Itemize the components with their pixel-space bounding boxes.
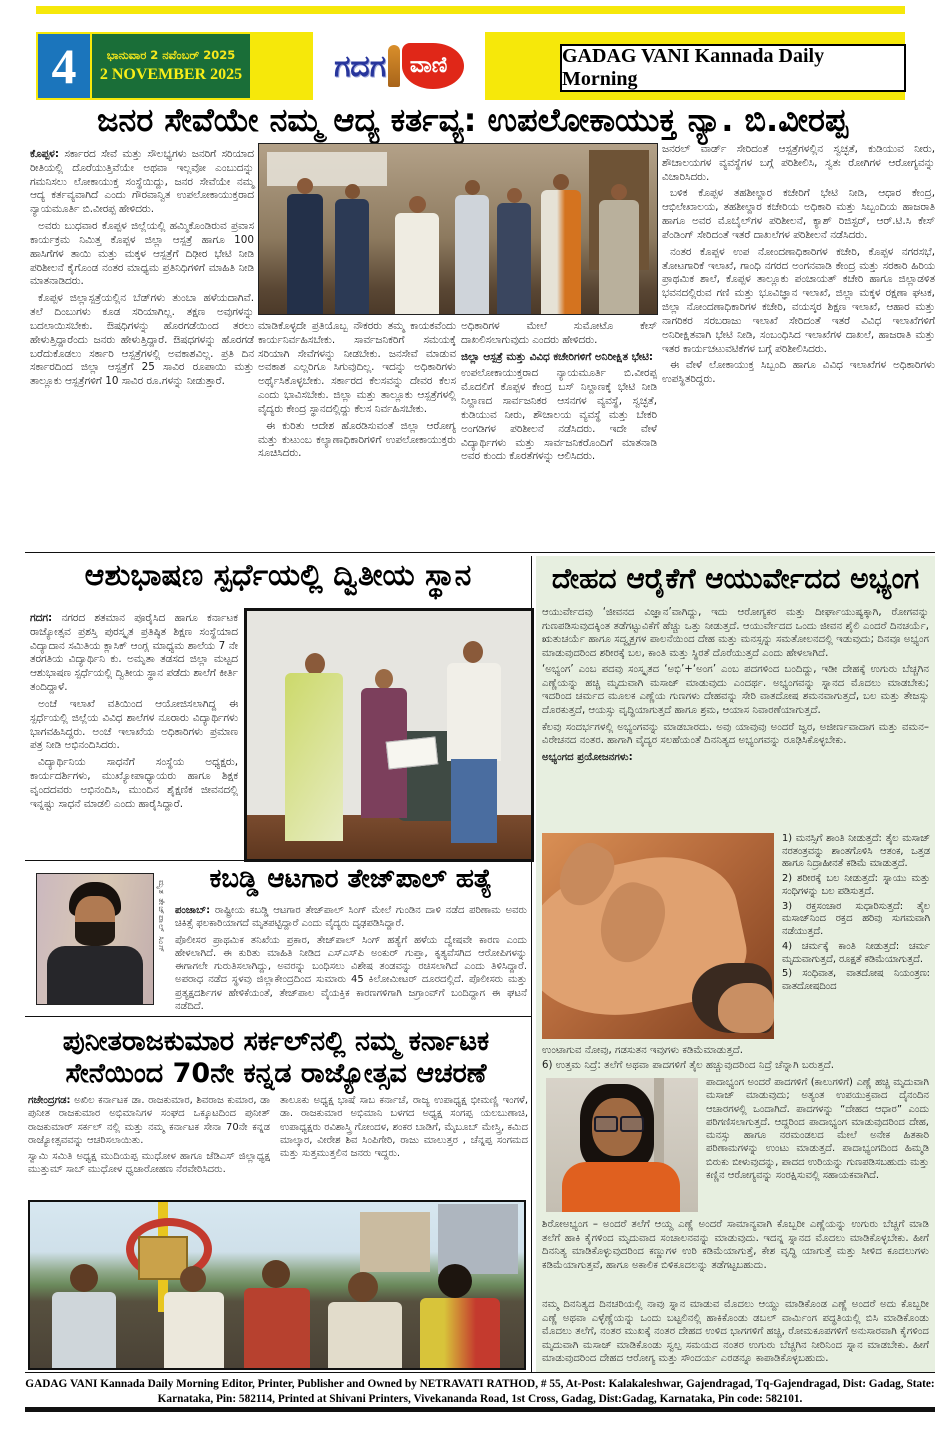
person-head [507, 188, 522, 203]
footer-line2: Karnataka, Pin: 582114, Printed at Shivani Printers, Vivekananda Road, 1st Cross, Gadag, Dist:Gadag, Karnataka, Pin code: 582101. [157, 1392, 803, 1405]
person-suit [335, 199, 369, 314]
rajyotsava-headline [25, 1026, 527, 1091]
kabaddi-player-photo [36, 873, 154, 1005]
person-head [611, 184, 627, 200]
crowd-head [70, 1264, 98, 1292]
kabaddi-bottom-rule [25, 1016, 531, 1017]
main-headline: ಜನರ ಸೇವೆಯೇ ನಮ್ಮ ಆದ್ಯ ಕರ್ತವ್ಯ: ಉಪಲೋಕಾಯುಕ್ತ ನ್ಯಾ. ಬಿ.ವೀರಪ್ಪ [97, 101, 848, 139]
rajyotsava-headline-line1: ಪುನೀತರಾಜಕುಮಾರ ಸರ್ಕಲ್‌ನಲ್ಲಿ ನಮ್ಮ ಕರ್ನಾಟಕ [62, 1026, 490, 1057]
kabaddi-article-body: ಪಂಜಾಬ್: ರಾಷ್ಟ್ರೀಯ ಕಬಡ್ಡಿ ಆಟಗಾರ ತೇಜ್‌ಪಾಲ್ ಸಿಂಗ್ ಮೇಲೆ ಗುಂಡಿನ ದಾಳಿ ನಡೆದ ಪರಿಣಾಮ ಅವರು ಚಿಕಿತ್ಸೆ ಫಲಕಾರಿಯಾಗದೆ ಮೃತಪಟ್ಟಿದ್ದಾರೆ ಎಂದು ವೈದ್ಯರು ದೃಢಪಡಿಸಿದ್ದಾರೆ. ಪೊಲೀಸರ ಪ್ರಾಥಮಿಕ ತನಿಖೆಯ ಪ್ರಕಾರ, ತೇಜ್‌ಪಾಲ್ ಸಿಂಗ್ ಹತ್ಯೆಗೆ ಹಳೆಯ ದ್ವೇಷವೇ ಕಾರಣ ಎಂದು ಹೇಳಲಾಗಿದೆ. ಈ ಕುರಿತು ಮಾಹಿತಿ ನೀಡಿದ ಎಸ್‌ಎಸ್‌ಪಿ ಅಂಕುರ್ ಗುಪ್ತಾ, ಕೃತ್ಯವೆಸಗಿದ ಆರೋಪಿಗಳನ್ನು ಈಗಾಗಲೇ ಗುರುತಿಸಲಾಗಿದ್ದು, ಅವರನ್ನು ಬಂಧಿಸಲು ವಿಶೇಷ ತಂಡವನ್ನು ರಚಿಸಲಾಗಿದೆ ಎಂದು ತಿಳಿಸಿದ್ದಾರೆ. ಅಪರಾಧ ನಡೆದ ಸ್ಥಳವು ಜಿಲ್ಲಾಕೇಂದ್ರದಿಂದ ಸುಮಾರು 45 ಕಿಲೋಮೀಟರ್ ದೂರದಲ್ಲಿದೆ. ಪೊಲೀಸರು ಮತ್ತು ಪ್ರತ್ಯಕ್ಷದರ್ಶಿಗಳ ಹೇಳಿಕೆಯಂತೆ, ತೇಜ್‌ಪಾಲ ವೈಯಕ್ತಿಕ ಕಾರಣಗಳಿಗಾಗಿ ಜಗ್ರಾಂವ್‌ಗೆ ಬಂದಿದ್ದಾಗ ಈ ಘಟನೆ ನಡೆದಿದೆ. [175, 905, 527, 1013]
footer-thick-rule [25, 1407, 935, 1412]
page-number [38, 34, 90, 98]
person-head [465, 180, 480, 195]
player-beard [75, 922, 115, 946]
author-orange-dress [562, 1162, 680, 1212]
author-photo [546, 1078, 698, 1212]
speech-article-photo [244, 608, 534, 862]
rajyotsava-dateline: ಗಜೇಂದ್ರಗಡ: [28, 1095, 71, 1106]
crowd-shirt [328, 1302, 402, 1368]
masthead-logo [313, 32, 485, 100]
crowd-head [348, 1272, 378, 1302]
ayurveda-benefits-continued: ಉಂಟಾಗುವ ನೋವು, ಗಡಸುತನ ಇವುಗಳು ಕಡಿಮೆಮಾಡುತ್ತದೆ. 6) ಉತ್ತಮ ನಿದ್ರೆ: ತಲೆಗೆ ಅಥವಾ ಪಾದಗಳಿಗೆ ತೈಲ ಹಚ್ಚುವುದರಿಂದ ನಿದ್ರೆ ಚೆನ್ನಾಗಿ ಬರುತ್ತದೆ. [542, 1045, 834, 1071]
person-suit [287, 194, 323, 314]
divider-main-bottom [25, 552, 935, 553]
man-jeans [451, 759, 497, 843]
person-orange-scarf [541, 190, 581, 314]
rajyotsava-col2: ತಾಲೂಕು ಅಧ್ಯಕ್ಷ ಭಾಷೆ ಸಾಬ ಕರ್ನಾಚೆ, ರಾಜ್ಯ ಉಪಾಧ್ಯಕ್ಷ ಭೀಮಣ್ಣಿ ಇಂಗಳೆ, ಡಾ. ರಾಜಕುಮಾರ ಅಭಿಮಾನಿ ಬಳಗದ ಅಧ್ಯಕ್ಷ ಸಂಗಪ್ಪ ಯಲಬುಣಾಚಿ, ಉಪಾಧ್ಯಕ್ಷರು ರವಿಶಾಸ್ತ್ರಿ ಗೋಂದಳ, ಶಂಕರ ಬಾಡಿಗೆ, ಮೈಬೂಬ್ ಮೇಸ್ತ್ರಿ, ಕಮಿದ ಮಾಲ್ಕಾರ, ವೀರೇಶ ಶಿವ ಸಿಂಪಿಗೇರಿ, ರಾಜು ಮಾಲುತ್ತರ , ಚೆನ್ನಪ್ಪ ಸಂಗಮದ ಮತ್ತು ಸುತ್ತಮುತ್ತಲಿನ ಜನರು ಇದ್ದರು. [280, 1095, 528, 1160]
logo-text-gadag: ಗದಗ [334, 48, 386, 84]
crowd-shirt [244, 1288, 310, 1368]
main-article-subhead: ಜಿಲ್ಲಾ ಆಸ್ಪತ್ರೆ ಮತ್ತು ವಿವಿಧ ಕಚೇರಿಗಳಿಗೆ ಅನಿರೀಕ್ಷಿತ ಭೇಟಿ: [461, 350, 654, 363]
date-kannada: ಭಾನುವಾರ 2 ನವೆಂಬರ್ 2025 [106, 48, 236, 62]
main-dateline: ಕೊಪ್ಪಳ: [30, 148, 59, 160]
man-white-shirt [447, 663, 501, 761]
logo-text-vani: ವಾಣಿ [409, 53, 448, 78]
person-head [345, 184, 360, 199]
person-head [553, 174, 569, 190]
building [360, 1212, 430, 1272]
logo-drop-shape [402, 43, 464, 89]
date-box [92, 34, 250, 98]
header-bar [36, 32, 905, 100]
rajyotsava-headline-line2: ಸೇನೆಯಿಂದ 70ನೇ ಕನ್ನಡ ರಾಜ್ಯೋತ್ಸವ ಆಚರಣೆ [65, 1058, 487, 1090]
crowd-white-shirt [164, 1292, 224, 1368]
certificate [386, 736, 439, 769]
rajyotsava-photo [28, 1200, 526, 1370]
person-shirt [455, 195, 489, 314]
masthead-english-panel [560, 44, 906, 92]
main-article-photo [258, 143, 658, 315]
footer-imprint [25, 1377, 935, 1406]
page-number-text: 4 [51, 38, 77, 94]
person-white-shirt [395, 213, 439, 314]
main-article-col1: ಕೊಪ್ಪಳ: ಸರ್ಕಾರದ ಸೇವೆ ಮತ್ತು ಸೌಲಭ್ಯಗಳು ಜನರಿಗೆ ಸರಿಯಾದ ರೀತಿಯಲ್ಲಿ ದೊರೆಯುತ್ತಿವೆಯೇ ಅಥವಾ ಇಲ್ಲವೋ ಎಂಬುದನ್ನು ಗಮನಿಸಲು ಲೋಕಾಯುಕ್ತ ಸಂಸ್ಥೆಯಿದ್ದು, ಜನರ ಸೇವೆಯೇ ನಮ್ಮ ಆದ್ಯ ಕರ್ತವ್ಯವಾಗಿದೆ ಎಂದು ಗೌರವಾನ್ವಿತ ಉಪಲೋಕಾಯುಕ್ತರಾದ ನ್ಯಾಯಮೂರ್ತಿ ಬಿ.ವೀರಪ್ಪ ಹೇಳಿದರು. ಅವರು ಬುಧವಾರ ಕೊಪ್ಪಳ ಜಿಲ್ಲೆಯಲ್ಲಿ ಹಮ್ಮಿಕೊಂಡಿರುವ ಪ್ರವಾಸ ಕಾರ್ಯಕ್ರಮ ನಿಮಿತ್ತ ಕೊಪ್ಪಳ ಜಿಲ್ಲಾ ಆಸ್ಪತ್ರೆ ಹಾಗೂ 100 ಹಾಸಿಗೆಗಳ ತಾಯಿ ಮತ್ತು ಮಕ್ಕಳ ಆಸ್ಪತ್ರೆಗೆ ದಿಢೀರ ಭೇಟಿ ನೀಡಿ ಪರಿಶೀಲನೆ ಕೈಗೊಂಡ ನಂತರ ಮಾಧ್ಯಮ ಪ್ರತಿನಿಧಿಗಳಿಗೆ ಮಾಹಿತಿ ನೀಡಿ ಮಾತನಾಡಿದರು. ಕೊಪ್ಪಳ ಜಿಲ್ಲಾಸ್ಪತ್ರೆಯಲ್ಲಿನ ಬೆಡ್‌ಗಳು ತುಂಬಾ ಹಳೆಯದಾಗಿವೆ. ತಲೆ ದಿಂಬುಗಳು ಕೂಡ ಸರಿಯಾಗಿಲ್ಲ. ತಕ್ಷಣ ಅವುಗಳನ್ನು ಬದಲಾಯಿಸಬೇಕು. ಔಷಧಿಗಳನ್ನು ಹೊರಗಡೆಯಿಂದ ತರಲು ಹೇಳುತ್ತಿದ್ದಾರೆಂದು ಜನರು ಹೇಳುತ್ತಿದ್ದಾರೆ. ಔಷಧಗಳನ್ನು ಹೊರಗಡೆ ಬರೆದುಕೊಡಲು ಸರ್ಕಾರಿ ಆಸ್ಪತ್ರೆಗಳಲ್ಲಿ ಅವಕಾಶವಿಲ್ಲ. ಪ್ರತಿ ದಿನ ಸರ್ಕಾರದಿಂದ ಜಿಲ್ಲಾ ಆಸ್ಪತ್ರೆಗೆ 25 ಸಾವಿರ ರೂಪಾಯಿ ಮತ್ತು ತಾಲ್ಲೂಕು ಆಸ್ಪತ್ರೆಗಳಿಗೆ 10 ಸಾವಿರ ರೂ.ಗಳನ್ನು ನೀಡುತ್ತಾರೆ. [30, 148, 254, 388]
main-article-col4: ಜನರಲ್ ವಾರ್ಡ್ ಸೇರಿದಂತೆ ಆಸ್ಪತ್ರೆಗಳಲ್ಲಿನ ಸ್ವಚ್ಛತೆ, ಕುಡಿಯುವ ನೀರು, ಶೌಚಾಲಯಗಳ ವ್ಯವಸ್ಥೆಗಳ ಬಗ್ಗೆ ಪರಿಶೀಲಿಸಿ, ಸ್ವತಃ ರೋಗಿಗಳ ಆರೋಗ್ಯವನ್ನು ವಿಚಾರಿಸಿದರು. ಬಳಿಕ ಕೊಪ್ಪಳ ತಹಶೀಲ್ದಾರ ಕಚೇರಿಗೆ ಭೇಟಿ ನೀಡಿ, ಆಧಾರ ಕೇಂದ್ರ, ಆಭಿಲೇಖಾಲಯ, ತಹಶೀಲ್ದಾರ ಕಚೇರಿಯ ಅಧಿಕಾರಿ ಮತ್ತು ಸಿಬ್ಬಂದಿಯ ಹಾಜರಾತಿ ಹಾಗೂ ಅವರ ಮೊಬೈಲ್‌ಗಳ ಪರಿಶೀಲನೆ, ಕ್ಯಾಶ್ ರಿಜಿಸ್ಟರ್, ಆರ್.ಟಿ.ಸಿ ಕೇಸ್ ಪೆಂಡಿಂಗ್ ಸೇರಿದಂತೆ ಇತರೆ ದಾಖಲೆಗಳ ಪರಿಶೀಲನೆ ನಡೆಸಿದರು. ನಂತರ ಕೊಪ್ಪಳ ಉಪ ನೋಂದಣಾಧಿಕಾರಿಗಳ ಕಚೇರಿ, ಕೊಪ್ಪಳ ನಗರಸಭೆ, ತೋಟಗಾರಿಕೆ ಇಲಾಖೆ, ಗಾಂಧಿ ನಗರದ ಅಂಗನವಾಡಿ ಕೇಂದ್ರ ಮತ್ತು ಸರಕಾರಿ ಹಿರಿಯ ಪ್ರಾಥಮಿಕ ಶಾಲೆ, ಕೊಪ್ಪಳ ತಾಲ್ಲೂಕು ಪಂಚಾಯತ್ ಕಚೇರಿ ಹಾಗೂ ಜಿಲ್ಲಾಡಳಿತ ಭವನದಲ್ಲಿರುವ ಗಣಿ ಮತ್ತು ಭೂವಿಜ್ಞಾನ ಇಲಾಖೆ, ಜಿಲ್ಲಾ ಮಕ್ಕಳ ರಕ್ಷಣಾ ಘಟಕ, ಜಿಲ್ಲಾ ನೋಂದಣಾಧಿಕಾರಿಗಳ ಕಚೇರಿ, ವಯಸ್ಕರ ಶಿಕ್ಷಣ ಇಲಾಖೆ, ಆಹಾರ ಮತ್ತು ನಾಗರಿಕರ ಸರಬರಾಜು ಇಲಾಖೆ ಸೇರಿದಂತೆ ಇತರೆ ವಿವಿಧ ಇಲಾಖೆಗಳಿಗೆ ಅನಿರೀಕ್ಷಿತವಾಗಿ ಭೇಟಿ ನೀಡಿ, ಸಂಬಂಧಿಸಿದ ಇಲಾಖೆಗಳ ದಾಖಲೆ, ಹಾಜರಾತಿ ಮತ್ತು ಇತರ ಕಾರ್ಯಚಟುವಟಿಕೆಗಳ ಬಗ್ಗೆ ಪರಿಶೀಲಿಸಿದರು. ಈ ವೇಳೆ ಲೋಕಾಯುಕ್ತ ಸಿಬ್ಬಂದಿ ಹಾಗೂ ವಿವಿಧ ಇಲಾಖೆಗಳ ಅಧಿಕಾರಿಗಳು ಉಪಸ್ಥಿತರಿದ್ದರು. [662, 143, 935, 386]
ayurveda-headline: ದೇಹದ ಆರೈಕೆಗೆ ಆಯುರ್ವೇದದ ಅಭ್ಯಂಗ [551, 562, 920, 595]
man-head [463, 641, 483, 663]
crowd-head [262, 1260, 290, 1288]
masthead-english-text: GADAG VANI Kannada Daily Morning [562, 45, 825, 90]
speech-headline: ಆಶುಭಾಷಣ ಸ್ಪರ್ಧೆಯಲ್ಲಿ ದ್ವಿತೀಯ ಸ್ಥಾನ [84, 558, 472, 593]
person-suit [497, 203, 531, 314]
author-glasses [594, 1116, 618, 1132]
woman-head [305, 653, 325, 675]
person-head [297, 178, 313, 194]
person-head [409, 196, 426, 213]
crowd-shirt [52, 1292, 116, 1368]
date-english: 2 NOVEMBER 2025 [99, 66, 243, 83]
patient-face [718, 983, 774, 1033]
woman-saree [285, 673, 343, 841]
ayurveda-intro: ಆಯುರ್ವೇದವು ‘ಜೀವನದ ವಿಜ್ಞಾನ’ವಾಗಿದ್ದು, ಇದು ಆರೋಗ್ಯಕರ ಮತ್ತು ದೀರ್ಘಾಯುಷ್ಯಕ್ಕಾಗಿ, ರೋಗವನ್ನು ಗುಣಪಡಿಸುವುದಕ್ಕಿಂತ ತಡೆಗಟ್ಟುವಿಕೆಗೆ ಹೆಚ್ಚು ಒತ್ತು ನೀಡುತ್ತದೆ. ಆಯುರ್ವೇದದ ಒಂದು ಜೀವನ ಶೈಲಿ ಎಂದರೆ ದಿನಚರ್ಯೆ, ಋತುಚರ್ಯೆ ಹಾಗೂ ಸದ್ವೃತ್ತಗಳ ಪಾಲನೆಯಿಂದ ದೇಹ ಮತ್ತು ಮನಸ್ಸನ್ನು ಸಮತೋಲನದಲ್ಲಿ ಇಡುವುದು; ದಿನವೂ ಅಭ್ಯಂಗ ಮಾಡುವುದರಿಂದ ಶರೀರಕ್ಕೆ ಬಲ, ಕಾಂತಿ ಮತ್ತು ಸ್ಥಿರತೆ ದೊರೆಯುತ್ತದೆ ಎಂದು ಹೇಳಲಾಗಿದೆ. ‘ಅಭ್ಯಂಗ’ ಎಂಬ ಪದವು ಸಂಸ್ಕೃತದ ‘ಅಭಿ’+‘ಅಂಗ’ ಎಂಬ ಪದಗಳಿಂದ ಬಂದಿದ್ದು, ಇಡೀ ದೇಹಕ್ಕೆ ಉಗುರು ಬೆಚ್ಚಗಿನ ಎಣ್ಣೆಯನ್ನು ಹಚ್ಚಿ ಮೃದುವಾಗಿ ಮಸಾಜ್ ಮಾಡುವುದು ಎಂದರ್ಥ. ಅಭ್ಯಂಗವನ್ನು ಸ್ನಾನದ ಮೊದಲು ಮಾಡಬೇಕು; ಇದರಿಂದ ಚರ್ಮದ ಮೂಲಕ ಎಣ್ಣೆಯ ಗುಣಗಳು ದೇಹವನ್ನು ಸೇರಿ ವಾತದೋಷ ಶಮನವಾಗುತ್ತದೆ, ಬಲ ಮತ್ತು ತೇಜಸ್ಸು ದೊರಕುತ್ತದೆ, ಆಯಸ್ಸು ವೃದ್ಧಿಯಾಗುತ್ತದೆ ಹಾಗೂ ಶ್ರಮ, ಆಯಾಸ ನಿವಾರಣೆಯಾಗುತ್ತದೆ. ಕೆಲವು ಸಂದರ್ಭಗಳಲ್ಲಿ ಅಭ್ಯಂಗವನ್ನು ಮಾಡಬಾರದು. ಅವು ಯಾವುವು ಅಂದರೆ ಜ್ವರ, ಅಜೀರ್ಣವಾದಾಗ ಮತ್ತು ವಮನ–ವಿರೇಚನದ ನಂತರ. ಹಾಗಾಗಿ ವೈದ್ಯರ ಸಲಹೆಯಂತೆ ದಿನನಿತ್ಯದ ಅಭ್ಯಂಗವನ್ನು ರೂಢಿಸಿಕೊಳ್ಳಬೇಕು. ಅಭ್ಯಂಗದ ಪ್ರಯೋಜನಗಳು: [542, 607, 929, 763]
photo-banner [267, 152, 387, 186]
person-shirt [599, 200, 639, 314]
kabaddi-top-rule [25, 860, 531, 861]
ayurveda-article [536, 556, 935, 1372]
footer-line1: GADAG VANI Kannada Daily Morning Editor, Printer, Publisher and Owned by NETRAVATI RATHOD, # 55, At-Post: Kalakaleshwar, Gajendragad, Tq-Gajendragad, Dist: Gadag, State: [25, 1378, 935, 1390]
ayurveda-closing-paragraph: ನಮ್ಮ ದಿನನಿತ್ಯದ ದಿನಚರಿಯಲ್ಲಿ ನಾವು ಸ್ನಾನ ಮಾಡುವ ಮೊದಲು ಆಯ್ದು ಮಾಡಿಕೊಂಡ ಎಣ್ಣೆ ಅಂದರೆ ಅದು ಕೊಬ್ಬರೀ ಎಣ್ಣೆ ಅಥವಾ ಎಳ್ಳೆಣ್ಣೆಯನ್ನು ಒಂದು ಬಟ್ಟಲಿನಲ್ಲಿ ಹಾಕಿಕೊಂಡು ಡಬಲ್ ವಾರ್ಮಿಂಗ ಪದ್ಧತಿಯಲ್ಲಿ ಬಿಸಿ ಮಾಡಿಕೊಂಡು ಮೊದಲು ತಲೆಗೆ, ನಂತರ ಮುಖಕ್ಕೆ ನಂತರ ದೇಹದ ಉಳಿದ ಭಾಗಗಳಿಗೆ ಹಚ್ಚಿ, ರೋಮಕೂಪಗಳಿಗೆ ಅನುಸಾರವಾಗಿ ಕೈಗಳಿಂದ ಮೃದುವಾಗಿ ಮಸಾಜ್ ಮಾಡಿಕೊಂಡು ಸ್ವಲ್ಪ ಸಮಯದ ನಂತರ ಉಗುರು ಬೆಚ್ಚಗಿನ ನೀರಿನಿಂದ ಸ್ನಾನ ಮಾಡಬೇಕು. ಹೀಗೆ ಮಾಡುವುದರಿಂದ ದೇಹದ ಆರೋಗ್ಯ ಮತ್ತು ಸೌಂದರ್ಯ ಎರಡನ್ನೂ ಕಾಪಾಡಿಕೊಳ್ಳಬಹುದು. [542, 1299, 929, 1365]
ayurveda-shiro-paragraph: ಶಿರೋಅಭ್ಯಂಗ – ಅಂದರೆ ತಲೆಗೆ ಆಯ್ದ ಎಣ್ಣೆ ಅಂದರೆ ಸಾಮಾನ್ಯವಾಗಿ ಕೊಬ್ಬರೀ ಎಣ್ಣೆಯನ್ನು ಉಗುರು ಬೆಚ್ಚಗೆ ಮಾಡಿ ತಲೆಗೆ ಹಾಕಿ ಕೈಗಳಿಂದ ಮೃದುವಾದ ಸಂಚಾಲನವನ್ನು ಮಾಡುವುದು. ಇದನ್ನ ಸ್ನಾನದ ಮೊದಲು ಮಾಡಿಕೊಳ್ಳಬೇಕು. ಹೀಗೆ ದಿನನಿತ್ಯ ಮಾಡಿಕೊಳ್ಳುವುದರಿಂದ ಕಣ್ಣುಗಳ ಉರಿ ಕಡಿಮೆಯಾಗುತ್ತೆ, ಕೇಶ ವೃದ್ಧಿ ಯಾಗುತ್ತೆ ಮತ್ತು ಸೀಳಿದ ಕೂದಲುಗಳು ಕಡಿಮೆಯಾಗುತ್ತವೆ, ಹಾಗೂ ಅಕಾಲಿಕ ಬಿಳಿಕೂದಲನ್ನು ತಡೆಗಟ್ಟಬಹುದು. [542, 1219, 929, 1271]
ayurveda-paada-paragraph: ಪಾದಾಭ್ಯಂಗ ಅಂದರೆ ಪಾದಗಳಿಗೆ (ಕಾಲುಗಳಿಗೆ) ಎಣ್ಣೆ ಹಚ್ಚಿ ಮೃದುವಾಗಿ ಮಸಾಜ್ ಮಾಡುವುದು; ಅತ್ಯಂತ ಉಪಯುಕ್ತವಾದ ದೈನಂದಿನ ಆಚಾರಗಳಲ್ಲಿ ಒಂದಾಗಿದೆ. ಪಾದಗಳನ್ನು “ದೇಹದ ಆಧಾರ” ಎಂದು ಪರಿಗಣಿಸಲಾಗುತ್ತದೆ. ಆದ್ದರಿಂದ ಪಾದಾಭ್ಯಂಗ ಮಾಡುವುದರಿಂದ ದೇಹ, ಮನಸ್ಸು ಹಾಗೂ ನರಮಂಡಲದ ಮೇಲೆ ಅನೇಕ ಹಿತಕಾರಿ ಪರಿಣಾಮಗಳನ್ನು ಉಂಟು ಮಾಡುತ್ತದೆ. ಪಾದಾಭ್ಯಂಗದಿಂದ ಹಿಮ್ಮಡಿ ಬಿರುಕು ಬೀಳುವುದನ್ನು, ಪಾದದ ಉರಿಯನ್ನು ಗುಣಪಡಿಸಬಹುದು ಮತ್ತು ಕಣ್ಣಿನ ಆರೋಗ್ಯವನ್ನು ಸಂರಕ್ಷಿಸುವಲ್ಲಿ ಸಹಾಯಕವಾಗಿದೆ. [706, 1077, 929, 1182]
girl-head [375, 669, 393, 689]
ayurveda-benefits-list: 1) ಮನಸ್ಸಿಗೆ ಶಾಂತಿ ನೀಡುತ್ತದೆ: ತೈಲ ಮಸಾಜ್ ನರತಂತ್ರವನ್ನು ಶಾಂತಗೊಳಿಸಿ ಆತಂಕ, ಒತ್ತಡ ಹಾಗೂ ನಿದ್ರಾಹೀನತೆ ಕಡಿಮೆ ಮಾಡುತ್ತದೆ. 2) ಶರೀರಕ್ಕೆ ಬಲ ನೀಡುತ್ತದೆ: ಸ್ನಾಯು ಮತ್ತು ಸಂಧಿಗಳನ್ನು ಬಲ ಪಡಿಸುತ್ತದೆ. 3) ರಕ್ತಸಂಚಾರ ಸುಧಾರಿಸುತ್ತದೆ: ತೈಲ ಮಸಾಜ್‌ನಿಂದ ರಕ್ತದ ಹರಿವು ಸುಗಮವಾಗಿ ನಡೆಯುತ್ತದೆ. 4) ಚರ್ಮಕ್ಕೆ ಕಾಂತಿ ನೀಡುತ್ತದೆ: ಚರ್ಮ ಮೃದುವಾಗುತ್ತದೆ, ರೂಕ್ಷತೆ ಕಡಿಮೆಯಾಗುತ್ತದೆ. 5) ಸಂಧಿವಾತ, ವಾತದೋಷ ನಿಯಂತ್ರಣ: ವಾತದೋಷದಿಂದ [782, 833, 930, 993]
player-tshirt [47, 946, 143, 1004]
rajyotsava-col1: ಗಜೇಂದ್ರಗಡ: ಅಖಿಲ ಕರ್ನಾಟಕ ಡಾ. ರಾಜಕುಮಾರ, ಶಿವರಾಜ ಕುಮಾರ, ಡಾ ಪುನೀತ ರಾಜಕುಮಾರ ಅಭಿಮಾನಿಗಳ ಸಂಘದ ಒಕ್ಕೂಟದಿಂದ ಪುನೀತ್ ರಾಜಕುಮಾರ್ ಸರ್ಕಲ್ ನಲ್ಲಿ ಮತ್ತು ನಮ್ಮ ಕರ್ನಾಟಕ ಸೇನಾ 70ನೇ ಕನ್ನಡ ರಾಜ್ಯೋತ್ಸವವನ್ನು ಆಚರಿಸಲಾಯಿತು. ಸ್ವಾಮಿ ಸಮಿತಿ ಅಧ್ಯಕ್ಷ ಮುದಿಯಪ್ಪ ಮುಧೋಳ ಹಾಗೂ ಜೆಡಿಎಸ್ ಜಿಲ್ಲಾಧ್ಯಕ್ಷ ಮುತ್ತುಮ್ ಸಾಬ್ ಮುಧೋಳ ಧ್ವಜಾರೋಹಣ ನೆರವೇರಿಸಿದರು. [28, 1095, 270, 1176]
kabaddi-dateline: ಪಂಜಾಬ್: [175, 905, 211, 916]
author-glasses [620, 1116, 644, 1132]
kabaddi-photo-credit: ಮೃತ ತೇಜ್‌ಪಾಲ್ ಸಿಂಗ್ [157, 880, 166, 954]
footer-top-rule [25, 1372, 935, 1373]
header-top-strip [36, 6, 905, 14]
speech-dateline: ಗದಗ: [30, 612, 53, 624]
crowd-head [180, 1266, 206, 1292]
benefits-heading: ಅಭ್ಯಂಗದ ಪ್ರಯೋಜನಗಳು: [542, 751, 633, 763]
speech-article-body: ಗದಗ: ನಗರದ ಶತಮಾನ ಪೂರೈಸಿದ ಹಾಗೂ ಕರ್ನಾಟಕ ರಾಜ್ಯೋತ್ಸವ ಪ್ರಶಸ್ತಿ ಪುರಸ್ಕೃತ ಪ್ರತಿಷ್ಠಿತ ಶಿಕ್ಷಣ ಸಂಸ್ಥೆಯಾದ ವಿದ್ಯಾದಾನ ಸಮಿತಿಯ ಕ್ಲಾಸಿಕ್ ಆಂಗ್ಲ ಮಾಧ್ಯಮ ಶಾಲೆಯ 7 ನೇ ತರಗತಿಯ ವಿದ್ಯಾರ್ಥಿನಿ ಕು. ಅಮೃತಾ ತಡಸದ ಜಿಲ್ಲಾ ಮಟ್ಟದ ಆಶುಭಾಷಣ ಸ್ಪರ್ಧೆಯಲ್ಲಿ ದ್ವಿತೀಯ ಸ್ಥಾನ ಪಡೆದು ಶಾಲೆಗೆ ಕೀರ್ತಿ ತಂದಿದ್ದಾಳೆ. ಅಂಚೆ ಇಲಾಖೆ ವತಿಯಿಂದ ಆಯೋಜಿಸಲಾಗಿದ್ದ ಈ ಸ್ಪರ್ಧೆಯಲ್ಲಿ ಜಿಲ್ಲೆಯ ವಿವಿಧ ಶಾಲೆಗಳ ನೂರಾರು ವಿದ್ಯಾರ್ಥಿಗಳು ಭಾಗವಹಿಸಿದ್ದರು. ಅಂಚೆ ಇಲಾಖೆಯ ಅಧಿಕಾರಿಗಳು ಪ್ರಮಾಣ ಪತ್ರ ನೀಡಿ ಅಭಿನಂದಿಸಿದರು. ವಿದ್ಯಾರ್ಥಿನಿಯ ಸಾಧನೆಗೆ ಸಂಸ್ಥೆಯ ಅಧ್ಯಕ್ಷರು, ಕಾರ್ಯದರ್ಶಿಗಳು, ಮುಖ್ಯೋಪಾಧ್ಯಾಯರು ಹಾಗೂ ಶಿಕ್ಷಕ ವೃಂದದವರು ಅಭಿನಂದಿಸಿ, ಮುಂದಿನ ಶೈಕ್ಷಣಿಕ ಜೀವನದಲ್ಲಿ ಇನ್ನಷ್ಟು ಸಾಧನೆ ಮಾಡಲಿ ಎಂದು ಹಾರೈಸಿದ್ದಾರೆ. [30, 612, 238, 810]
crowd-head [438, 1264, 472, 1298]
crowd-scarf [420, 1298, 500, 1368]
main-article-col2: ಮಾಡಿಕೊಳ್ಳದೇ ಪ್ರತಿಯೊಬ್ಬ ನೌಕರರು ತಮ್ಮ ಕಾಯಕವೆಂದು ಕಾರ್ಯನಿರ್ವಹಿಸಬೇಕು. ಸಾರ್ವಜನಿಕರಿಗೆ ಸಮಯಕ್ಕೆ ಸರಿಯಾಗಿ ಸೇವೆಗಳನ್ನು ನೀಡಬೇಕು. ಜನಸೇವೆ ಮಾಡುವ ಅವಕಾಶ ಎಲ್ಲರಿಗೂ ಸಿಗುವುದಿಲ್ಲ. ಇದನ್ನು ಅಧಿಕಾರಿಗಳು ಅರ್ಥೈಸಿಕೊಳ್ಳಬೇಕು. ಸರ್ಕಾರದ ಕೆಲಸವನ್ನು ದೇವರ ಕೆಲಸ ಎಂದು ಭಾವಿಸಬೇಕು. ಜಿಲ್ಲಾ ಮತ್ತು ತಾಲ್ಲೂಕು ಆಸ್ಪತ್ರೆಗಳಲ್ಲಿ ವೈದ್ಯರು ಕೇಂದ್ರ ಸ್ಥಾನದಲ್ಲಿದ್ದು ಕೆಲಸ ನಿರ್ವಹಿಸಬೇಕು. ಈ ಕುರಿತು ಆದೇಶ ಹೊರಡಿಸುವಂತೆ ಜಿಲ್ಲಾ ಆರೋಗ್ಯ ಮತ್ತು ಕುಟುಂಬ ಕಲ್ಯಾಣಾಧಿಕಾರಿಗಳಿಗೆ ಉಪಲೋಕಾಯುಕ್ತರು ಸೂಚಿಸಿದರು. [258, 320, 456, 460]
statue-icon [388, 45, 400, 87]
massage-photo [542, 833, 774, 1039]
kabaddi-headline: ಕಬಡ್ಡಿ ಆಟಗಾರ ತೇಜ್‌ಪಾಲ್ ಹತ್ಯೆ [209, 864, 493, 894]
main-article-col3: ಅಧಿಕಾರಿಗಳ ಮೇಲೆ ಸುಮೋಟೊ ಕೇಸ್ ದಾಖಲಿಸಲಾಗುವುದು ಎಂದರು ಹೇಳಿದರು. ಜಿಲ್ಲಾ ಆಸ್ಪತ್ರೆ ಮತ್ತು ವಿವಿಧ ಕಚೇರಿಗಳಿಗೆ ಅನಿರೀಕ್ಷಿತ ಭೇಟಿ: ಉಪಲೋಕಾಯುಕ್ತರಾದ ನ್ಯಾಯಮೂರ್ತಿ ಬಿ.ವೀರಪ್ಪ ಮೊದಲಿಗೆ ಕೊಪ್ಪಳ ಕೇಂದ್ರ ಬಸ್ ನಿಲ್ದಾಣಕ್ಕೆ ಭೇಟಿ ನೀಡಿ ನಿಲ್ದಾಣದ ಸಾರ್ವಜನಿಕರ ಆಸನಗಳ ವ್ಯವಸ್ಥೆ, ಸ್ವಚ್ಛತೆ, ಕುಡಿಯುವ ನೀರು, ಶೌಚಾಲಯ ವ್ಯವಸ್ಥೆ ಮತ್ತು ಬೇಕರಿ ಅಂಗಡಿಗಳ ಪರಿಶೀಲನೆ ನಡೆಸಿದರು. ಇದೇ ವೇಳೆ ವಿದ್ಯಾರ್ಥಿಗಳು ಮತ್ತು ಸಾರ್ವಜನಿಕರೊಂದಿಗೆ ಮಾತನಾಡಿ ಅವರ ಕುಂದು ಕೊರತೆಗಳನ್ನು ಆಲಿಸಿದರು. [461, 320, 657, 463]
